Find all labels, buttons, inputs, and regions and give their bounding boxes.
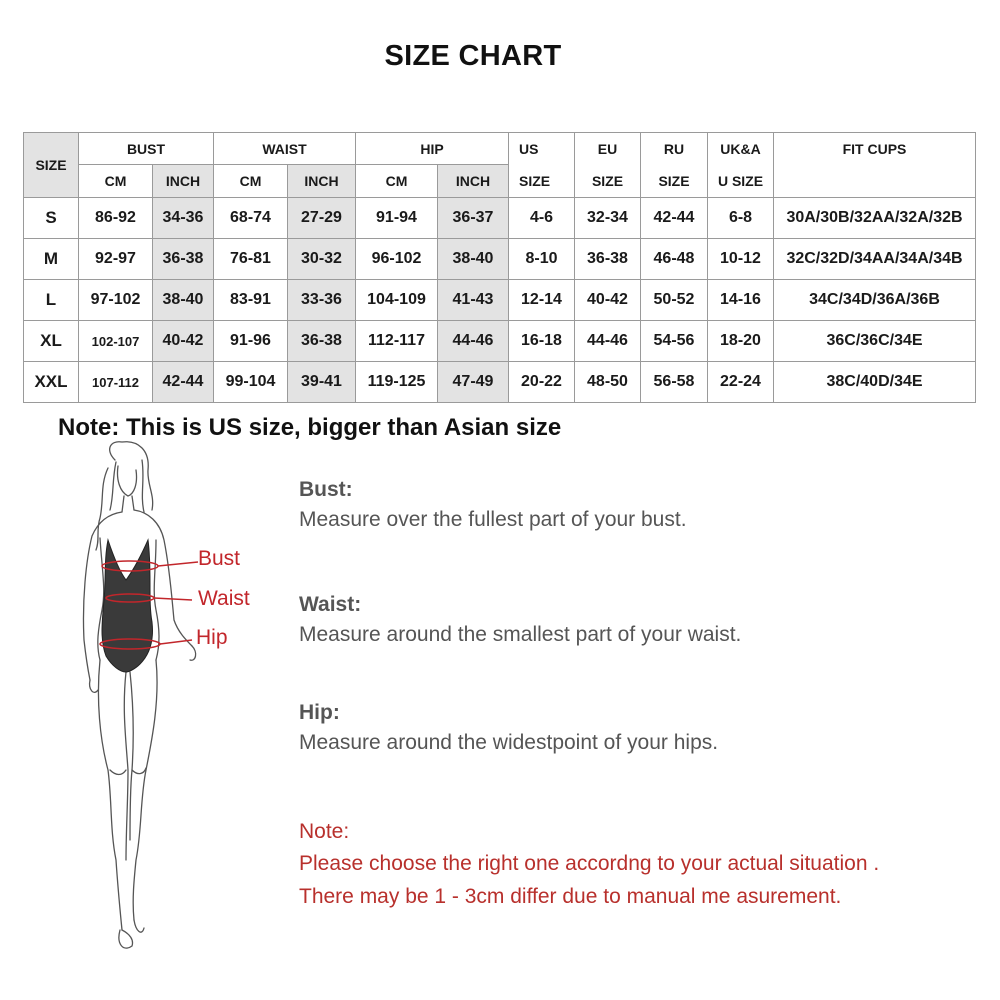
col-header-ru: RU (641, 133, 708, 165)
cell-size: M (24, 239, 79, 280)
subheader-ru-size: SIZE (641, 165, 708, 198)
figure-label-hip: Hip (196, 626, 228, 649)
waist-instruction (299, 593, 741, 647)
table-row (24, 280, 976, 321)
cell-bust-cm: 86-92 (79, 198, 153, 239)
cell-waist-cm: 68-74 (214, 198, 288, 239)
cell-bust-inch: 40-42 (153, 321, 214, 362)
us-size-note: Note: This is US size, bigger than Asian size (58, 414, 562, 441)
col-header-bust: BUST (79, 133, 214, 165)
cell-fit-cups: 36C/36C/34E (774, 321, 976, 362)
note-line-2: There may be 1 - 3cm differ due to manual me asurement. (299, 885, 842, 908)
cell-bust-cm: 107-112 (79, 362, 153, 403)
cell-hip-inch: 41-43 (438, 280, 509, 321)
cell-eu: 44-46 (575, 321, 641, 362)
header-row-1 (24, 133, 976, 165)
waist-heading: Waist: (299, 593, 362, 616)
cell-bust-inch: 42-44 (153, 362, 214, 403)
subheader-waist-cm: CM (214, 165, 288, 198)
cell-bust-cm: 102-107 (79, 321, 153, 362)
col-header-hip: HIP (356, 133, 509, 165)
cell-eu: 40-42 (575, 280, 641, 321)
cell-size: S (24, 198, 79, 239)
cell-waist-inch: 30-32 (288, 239, 356, 280)
cell-fit-cups: 34C/34D/36A/36B (774, 280, 976, 321)
cell-bust-inch: 34-36 (153, 198, 214, 239)
body-measurement-illustration (60, 440, 280, 960)
col-header-us: US (509, 133, 575, 165)
subheader-eu-size: SIZE (575, 165, 641, 198)
col-header-ukaa: UK&A (708, 133, 774, 165)
cell-hip-cm: 112-117 (356, 321, 438, 362)
note-line-1: Please choose the right one accordng to your actual situation . (299, 852, 880, 875)
cell-waist-cm: 83-91 (214, 280, 288, 321)
cell-bust-inch: 36-38 (153, 239, 214, 280)
cell-bust-cm: 97-102 (79, 280, 153, 321)
cell-eu: 36-38 (575, 239, 641, 280)
cell-waist-cm: 99-104 (214, 362, 288, 403)
subheader-uk-usize: U SIZE (708, 165, 774, 198)
figure-label-bust: Bust (198, 547, 241, 570)
cell-waist-inch: 33-36 (288, 280, 356, 321)
hip-text: Measure around the widestpoint of your hips. (299, 731, 719, 754)
cell-bust-cm: 92-97 (79, 239, 153, 280)
hip-instruction (299, 701, 718, 755)
cell-ukaa: 10-12 (708, 239, 774, 280)
header-row-2 (24, 165, 976, 198)
cell-size: XL (24, 321, 79, 362)
cell-eu: 48-50 (575, 362, 641, 403)
subheader-us-size: SIZE (509, 165, 575, 198)
cell-waist-cm: 76-81 (214, 239, 288, 280)
cell-hip-cm: 119-125 (356, 362, 438, 403)
cell-waist-inch: 39-41 (288, 362, 356, 403)
subheader-hip-cm: CM (356, 165, 438, 198)
cell-size: XXL (24, 362, 79, 403)
cell-ru: 56-58 (641, 362, 708, 403)
note-heading: Note: (299, 820, 350, 843)
col-header-size: SIZE (24, 133, 79, 198)
cell-size: L (24, 280, 79, 321)
cell-hip-cm: 104-109 (356, 280, 438, 321)
hip-heading: Hip: (299, 701, 340, 724)
cell-ru: 54-56 (641, 321, 708, 362)
table-row (24, 198, 976, 239)
subheader-fit-cups-blank (774, 165, 976, 198)
size-chart-table (23, 132, 976, 403)
subheader-hip-inch: INCH (438, 165, 509, 198)
subheader-bust-cm: CM (79, 165, 153, 198)
cell-waist-cm: 91-96 (214, 321, 288, 362)
col-header-eu: EU (575, 133, 641, 165)
bust-text: Measure over the fullest part of your bust. (299, 508, 687, 531)
cell-ukaa: 18-20 (708, 321, 774, 362)
cell-bust-inch: 38-40 (153, 280, 214, 321)
cell-ru: 42-44 (641, 198, 708, 239)
table-row (24, 362, 976, 403)
cell-hip-inch: 47-49 (438, 362, 509, 403)
woman-figure-icon (60, 440, 280, 960)
cell-ukaa: 22-24 (708, 362, 774, 403)
cell-waist-inch: 36-38 (288, 321, 356, 362)
cell-hip-inch: 44-46 (438, 321, 509, 362)
table-row (24, 239, 976, 280)
page-title: SIZE CHART (384, 40, 562, 72)
bust-heading: Bust: (299, 478, 353, 501)
cell-hip-cm: 96-102 (356, 239, 438, 280)
table-row (24, 321, 976, 362)
cell-us: 4-6 (509, 198, 575, 239)
cell-fit-cups: 30A/30B/32AA/32A/32B (774, 198, 976, 239)
cell-us: 20-22 (509, 362, 575, 403)
col-header-waist: WAIST (214, 133, 356, 165)
waist-text: Measure around the smallest part of your waist. (299, 623, 742, 646)
cell-fit-cups: 38C/40D/34E (774, 362, 976, 403)
cell-ukaa: 14-16 (708, 280, 774, 321)
cell-hip-inch: 36-37 (438, 198, 509, 239)
cell-fit-cups: 32C/32D/34AA/34A/34B (774, 239, 976, 280)
figure-label-waist: Waist (198, 587, 250, 610)
cell-us: 8-10 (509, 239, 575, 280)
cell-us: 16-18 (509, 321, 575, 362)
cell-ukaa: 6-8 (708, 198, 774, 239)
cell-eu: 32-34 (575, 198, 641, 239)
cell-hip-cm: 91-94 (356, 198, 438, 239)
col-header-fit-cups: FIT CUPS (774, 133, 976, 165)
cell-hip-inch: 38-40 (438, 239, 509, 280)
cell-waist-inch: 27-29 (288, 198, 356, 239)
cell-ru: 50-52 (641, 280, 708, 321)
cell-ru: 46-48 (641, 239, 708, 280)
cell-us: 12-14 (509, 280, 575, 321)
bust-instruction (299, 478, 687, 532)
subheader-bust-inch: INCH (153, 165, 214, 198)
subheader-waist-inch: INCH (288, 165, 356, 198)
